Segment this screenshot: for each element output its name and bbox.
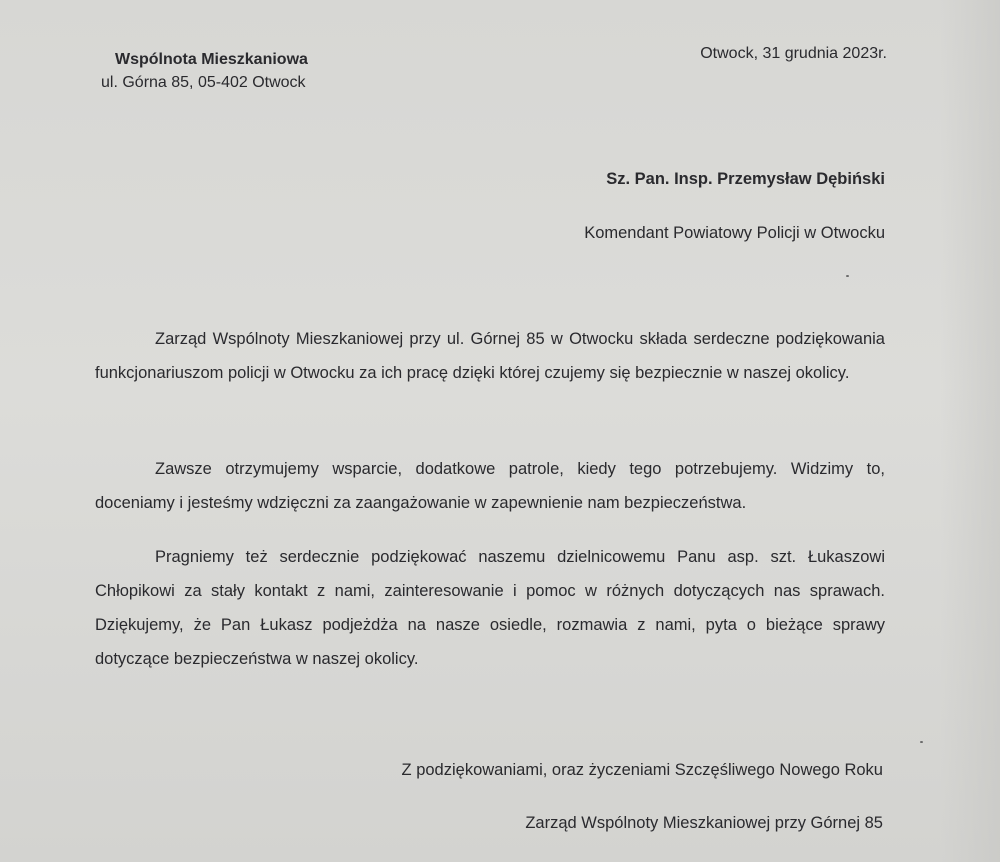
paper-shadow xyxy=(940,0,1000,862)
sender-organization: Wspólnota Mieszkaniowa xyxy=(115,51,308,68)
closing-line: Z podziękowaniami, oraz życzeniami Szczęśliwego Nowego Roku xyxy=(401,761,883,779)
recipient-title: Komendant Powiatowy Policji w Otwocku xyxy=(584,224,885,242)
paragraph-1: Zarząd Wspólnoty Mieszkaniowej przy ul. Górnej 85 w Otwocku składa serdeczne podziękowania funkcjonariuszom policji w Otwocku za ich pracę dzięki której czujemy się bezpiecznie w naszej okolicy. xyxy=(95,330,885,382)
paper-speck xyxy=(846,275,849,277)
paragraph-2: Zawsze otrzymujemy wsparcie, dodatkowe patrole, kiedy tego potrzebujemy. Widzimy to, doceniamy i jesteśmy wdzięczni za zaangażowanie w zapewnienie nam bezpieczeństwa. xyxy=(95,460,885,512)
sender-address: ul. Górna 85, 05-402 Otwock xyxy=(101,74,306,91)
place-date: Otwock, 31 grudnia 2023r. xyxy=(700,45,887,62)
paper-speck xyxy=(920,741,923,743)
signature-line: Zarząd Wspólnoty Mieszkaniowej przy Górnej 85 xyxy=(525,814,883,832)
paragraph-3: Pragniemy też serdecznie podziękować naszemu dzielnicowemu Panu asp. szt. Łukaszowi Chłopikowi za stały kontakt z nami, zainteresowanie i pomoc w różnych dotyczących nas sprawach. Dziękujemy, że Pan Łukasz podjeżdża na nasze osiedle, rozmawia z nami, pyta o bieżące sprawy dotyczące bezpieczeństwa w naszej okolicy. xyxy=(95,548,885,668)
recipient-name: Sz. Pan. Insp. Przemysław Dębiński xyxy=(606,170,885,188)
sender-block xyxy=(101,48,308,94)
